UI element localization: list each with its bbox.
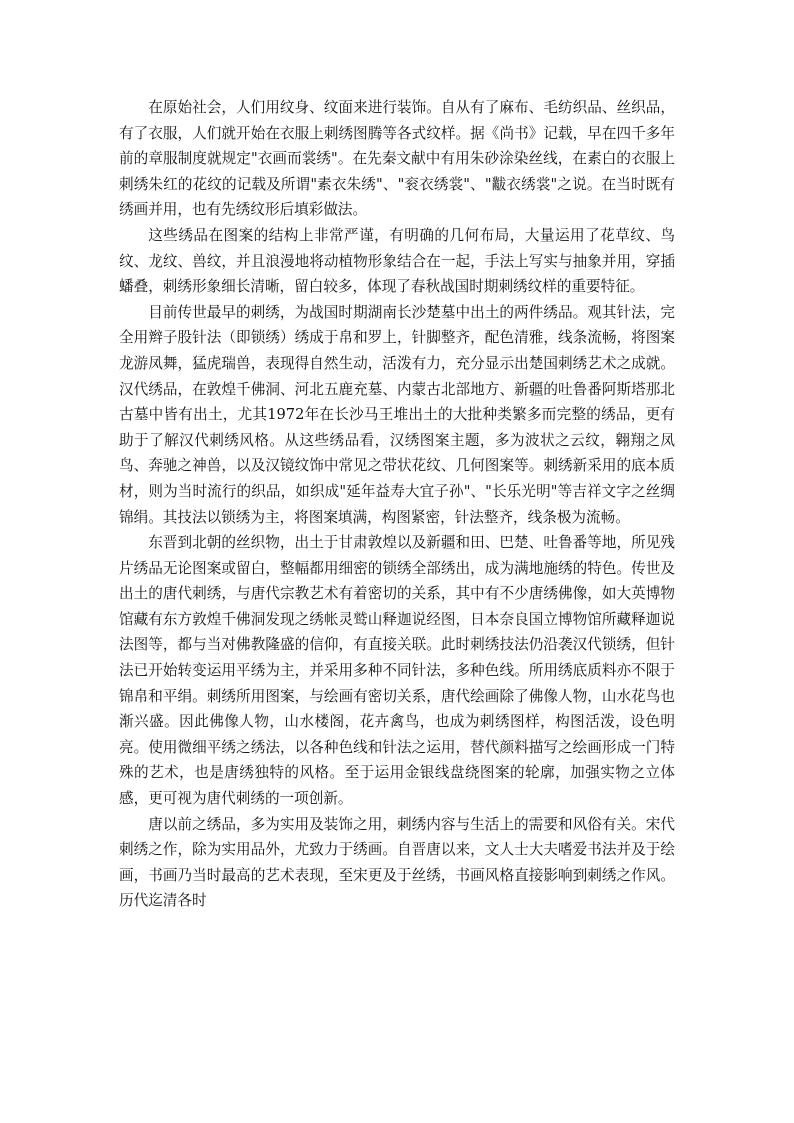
paragraph-warring-states-and-han: 目前传世最早的刺绣，为战国时期湖南长沙楚墓中出土的两件绣品。观其针法，完全用辫子股针法（即锁绣）绣成于帛和罗上，针脚整齐，配色清雅，线条流畅，将图案龙游凤舞，猛虎瑞兽，表现得自然生动，活泼有力，充分显示出楚国刺绣艺术之成就。汉代绣品，在敦煌千佛洞、河北五鹿充墓、内蒙古北部地方、新疆的吐鲁番阿斯塔那北古墓中皆有出土，尤其1972年在长沙马王堆出土的大批种类繁多而完整的绣品，更有助于了解汉代刺绣风格。从这些绣品看，汉绣图案主题，多为波状之云纹，翱翔之凤鸟、奔驰之神兽，以及汉镜纹饰中常见之带状花纹、几何图案等。刺绣新采用的底本质材，则为当时流行的织品，如织成"延年益寿大宜子孙"、"长乐光明"等吉祥文字之丝绸锦绢。其技法以锁绣为主，将图案填满，构图紧密，针法整齐，线条极为流畅。 [119,303,675,526]
paragraph-origins: 在原始社会，人们用纹身、纹面来进行装饰。自从有了麻布、毛纺织品、丝织品，有了衣服，人们就开始在衣服上刺绣图腾等各式纹样。据《尚书》记载，早在四千多年前的章服制度就规定"衣画而裳绣"。在先秦文献中有用朱砂涂染丝线，在素白的衣服上刺绣朱红的花纹的记载及所谓"素衣朱绣"、"衮衣绣裳"、"黻衣绣裳"之说。在当时既有绣画并用，也有先绣纹形后填彩做法。 [119,99,675,219]
paragraph-song: 唐以前之绣品，多为实用及装饰之用，刺绣内容与生活上的需要和风俗有关。宋代刺绣之作，除为实用品外，尤致力于绣画。自晋唐以来，文人士大夫嗜爱书法并及于绘画，书画乃当时最高的艺术表现，至宋更及于丝绣，书画风格直接影响到刺绣之作风。历代迄清各时 [119,815,675,910]
document-body [119,95,675,914]
paragraph-jin-to-tang: 东晋到北朝的丝织物，出土于甘肃敦煌以及新疆和田、巴楚、吐鲁番等地，所见残片绣品无论图案或留白，整幅都用细密的锁绣全部绣出，成为满地施绣的特色。传世及出土的唐代刺绣，与唐代宗教艺术有着密切的关系，其中有不少唐绣佛像，如大英博物馆藏有东方敦煌千佛洞发现之绣帐灵鹫山释迦说经图，日本奈良国立博物馆所藏释迦说法图等，都与当对佛教隆盛的信仰，有直接关联。此时刺绣技法仍沿袭汉代锁绣，但针法已开始转变运用平绣为主，并采用多种不同针法，多种色线。所用绣底质料亦不限于锦帛和平绢。刺绣所用图案，与绘画有密切关系，唐代绘画除了佛像人物，山水花鸟也渐兴盛。因此佛像人物，山水楼阁，花卉禽鸟，也成为刺绣图样，构图活泼，设色明亮。使用微细平绣之绣法，以各种色线和针法之运用，替代颜料描写之绘画形成一门特殊的艺术，也是唐绣独特的风格。至于运用金银线盘绕图案的轮廓，加强实物之立体感，更可视为唐代刺绣的一项创新。 [119,534,675,808]
paragraph-pattern-structure: 这些绣品在图案的结构上非常严谨，有明确的几何布局，大量运用了花草纹、鸟纹、龙纹、兽纹，并且浪漫地将动植物形象结合在一起，手法上写实与抽象并用，穿插蟠叠，刺绣形象细长清晰，留白较多，体现了春秋战国时期刺绣纹样的重要特征。 [119,226,675,296]
